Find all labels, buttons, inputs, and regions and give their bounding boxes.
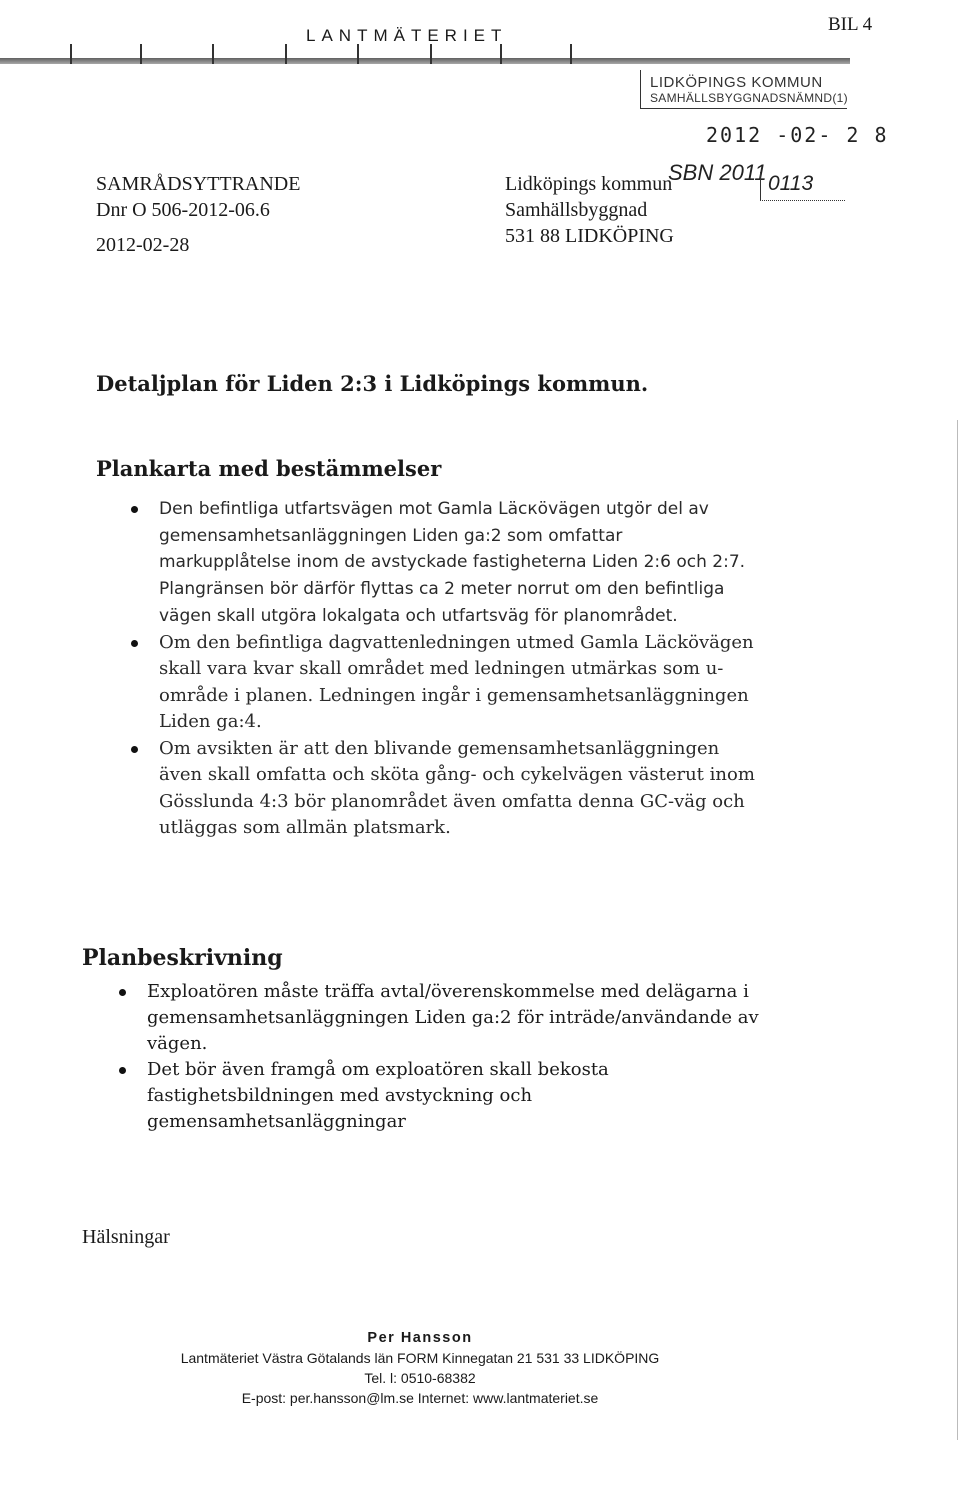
recipient-address: [505, 171, 674, 249]
sender-phone: Tel. l: 0510-68382: [364, 1370, 476, 1386]
sender-address: Lantmäteriet Västra Götalands län FORM Kinnegatan 21 531 33 LIDKÖPING: [180, 1350, 660, 1366]
sender-contact: E-post: per.hansson@lm.se Internet: www.lantmateriet.se: [241, 1390, 599, 1406]
header-rule-tick: [212, 44, 214, 64]
closing-greeting: Hälsningar: [82, 1226, 170, 1248]
header-rule-tick: [500, 44, 502, 64]
header-rule-tick: [570, 44, 572, 64]
document-title: Detaljplan för Liden 2:3 i Lidköpings kommun.: [96, 371, 649, 396]
stamp-date: 2012 -02- 2 8: [706, 123, 889, 147]
list-item: Om avsikten är att den blivande gemensamhetsanläggningen även skall omfatta och sköta gång- och cykelvägen västerut inom Gösslunda 4:3 bör planområdet även omfatta denna GC-väg och utläggas som allmän platsmark.: [159, 736, 759, 842]
header-rule: [0, 58, 850, 64]
planbeskrivning-bullet-list: [147, 979, 777, 1135]
list-item: Om den befintliga dagvattenledningen utmed Gamla Läckövägen skall vara kvar skall området med ledningen utmärkas som u-område i planen. Ledningen ingår i gemensamhetsanläggningen Liden ga:4.: [159, 630, 759, 736]
header-rule-tick: [285, 44, 287, 64]
stamp-municipality: LIDKÖPINGS KOMMUN: [650, 74, 823, 91]
organization-name: LANTMÄTERIET: [306, 26, 508, 45]
document-type: SAMRÅDSYTTRANDE: [96, 173, 301, 195]
list-item: Den befintliga utfartsvägen mot Gamla Läcкövägen utgör del av gemensamhetsanläggningen Liden ga:2 som omfattar markupplåtelse inom de avstyckade fastigheterna Liden 2:6 och 2:7. Plangränsen bör därför flyttas ca 2 meter norrut om den befintliga vägen skall utgöra lokalgata och utfartsväg för planområdet.: [159, 496, 759, 630]
header-rule-tick: [430, 44, 432, 64]
section-heading-plankarta: Plankarta med bestämmelser: [96, 456, 442, 481]
attachment-label: BIL 4: [828, 14, 873, 35]
header-rule-tick: [70, 44, 72, 64]
recipient-line: Lidköpings kommun: [505, 173, 673, 195]
header-rule-tick: [357, 44, 359, 64]
plankarta-bullet-list: [159, 496, 759, 842]
section-heading-planbeskrivning: Planbeskrivning: [82, 945, 283, 971]
case-number: Dnr O 506-2012-06.6: [96, 199, 270, 221]
sender-name: Per Hansson: [367, 1330, 473, 1346]
stamp-registration-prefix: SBN 2011: [668, 160, 767, 185]
list-item: Det bör även framgå om exploatören skall bekosta fastighetsbildningen med avstyckning och gemensamhetsanläggningar: [147, 1057, 777, 1135]
sender-footer: [80, 1328, 760, 1408]
stamp-registration-number: 0113: [768, 172, 814, 195]
recipient-line: 531 88 LIDKÖPING: [505, 225, 674, 247]
header-rule-tick: [140, 44, 142, 64]
recipient-line: Samhällsbyggnad: [505, 199, 648, 221]
document-date: 2012-02-28: [96, 234, 190, 256]
reference-block: [96, 171, 300, 223]
stamp-board: SAMHÄLLSBYGGNADSNÄMND(1): [650, 91, 848, 105]
list-item: Exploatören måste träffa avtal/överenskommelse med delägarna i gemensamhetsanläggningen Liden ga:2 för inträde/användande av vägen.: [147, 979, 777, 1057]
scan-edge-line: [957, 420, 958, 1440]
